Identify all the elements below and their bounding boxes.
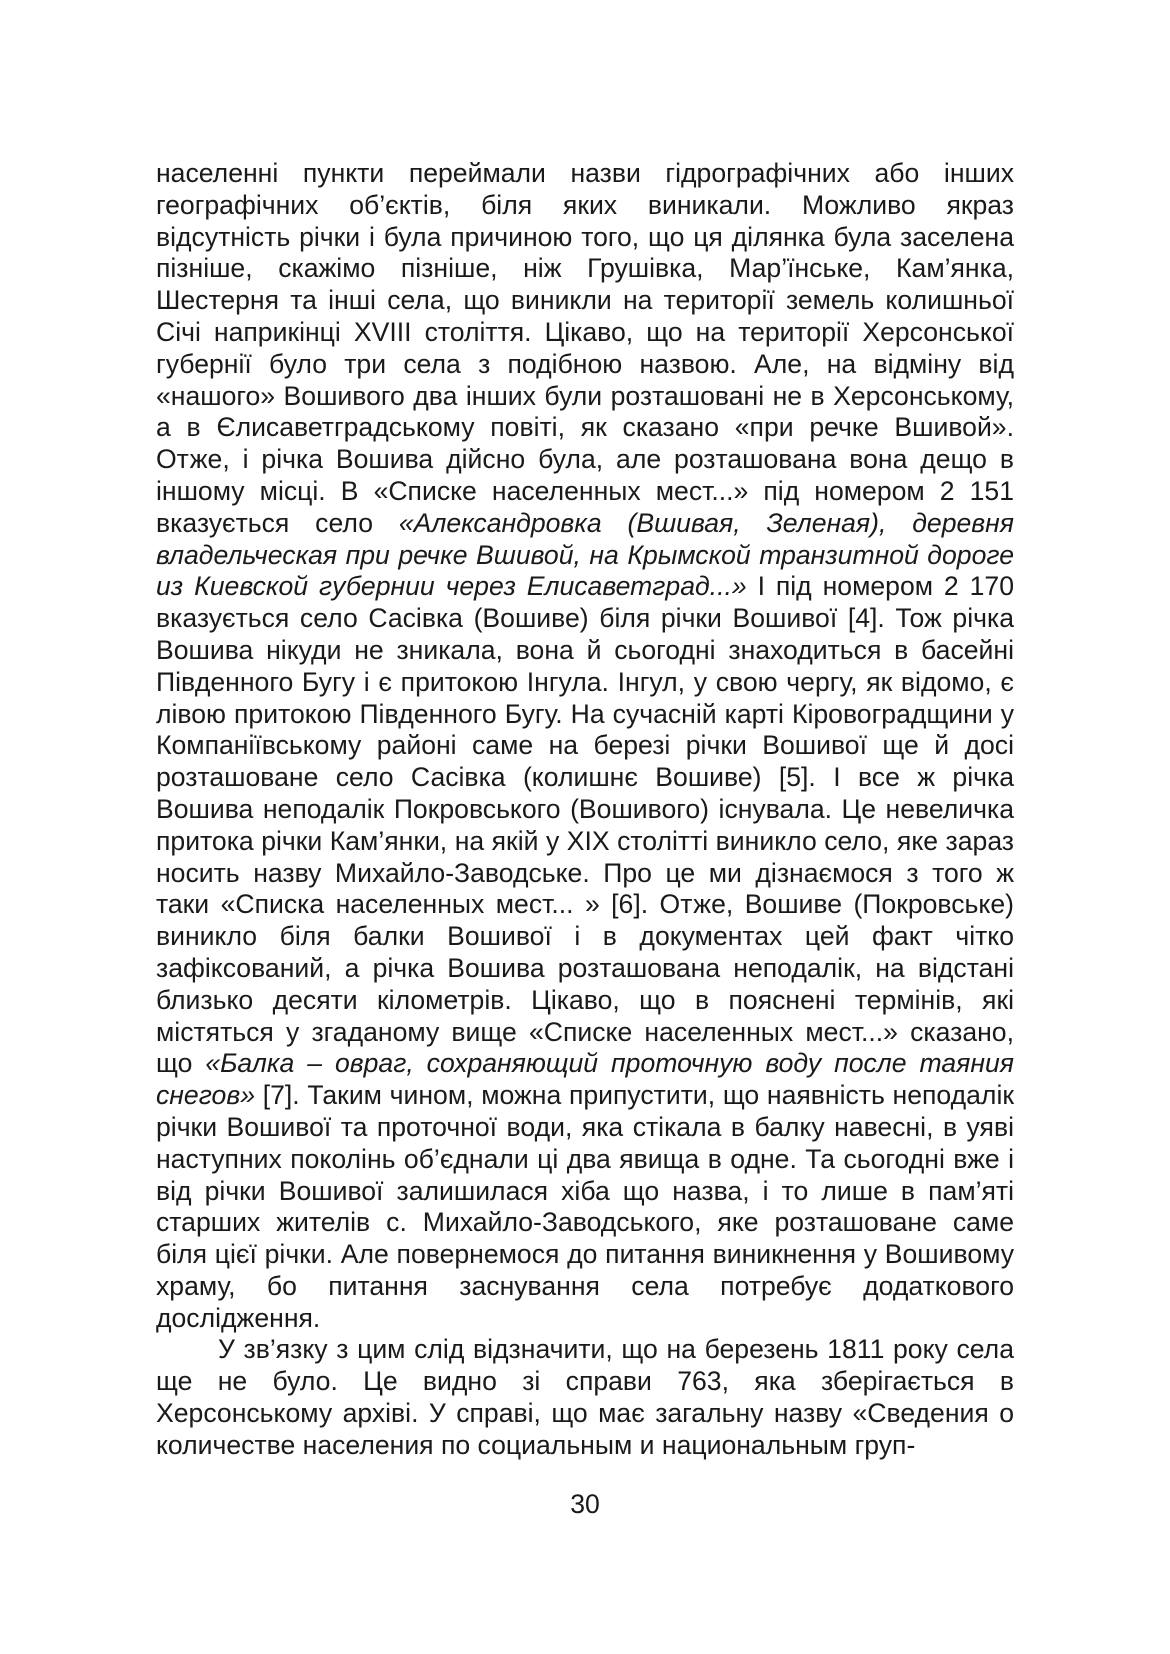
paragraph-run: І під номером 2 170 вказується село Сасівка (Вошиве) біля річки Вошивої [4]. Тож річка Вошива нікуди не зникала, вона й сьогодні знаходиться в басейні Південного Бугу і є притокою Інгула. Інгул, у свою чергу, як відомо, є лівою притокою Південного Бугу. На сучасній карті Кіровоградщини у Компаніївському районі саме на березі річки Вошивої ще й досі розташоване село Сасівка (колишнє Вошиве) [5]. І все ж річка Вошива неподалік Покровського (Вошивого) існувала. Це невеличка притока річки Кам’янки, на якій у XIX столітті виникло село, яке зараз носить назву Михайло-Заводське. Про це ми дізнаємося з того ж таки «Списка населенных мест... » [6]. Отже, Вошиве (Покровське) виникло біля балки Вошивої і в документах цей факт чітко зафіксований, а річка Вошива розташована неподалік, на відстані близько десяти кілометрів. Цікаво, що в пояснені термінів, які містяться у згаданому вище «Списке населенных мест...» сказано, що — [156, 571, 1015, 1079]
paragraph-run: населенні пункти переймали назви гідрографічних або інших географічних об’єктів, біля яких виникали. Можливо якраз відсутність річки і була причиною того, що ця ділянка була заселена пізніше, скажімо пізніше, ніж Грушівка, Мар’їнське, Кам’янка, Шестерня та інші села, що виникли на території земель колишньої Січі наприкінці XVIII століття. Цікаво, що на території Херсонської губернії було три села з подібною назвою. Але, на відміну від «нашого» Вошивого два інших були розташовані не в Херсонському, а в Єлисаветградському повіті, як сказано «при речке Вшивой». Отже, і річка Вошива дійсно була, але розташована вона дещо в іншому місці. В «Списке населенных мест...» під номером 2 151 вказується село — [156, 158, 1014, 538]
page-body — [156, 158, 1014, 1462]
quote-italic-1: «Александровка (Вшивая, Зеленая), деревня владельческая при речке Вшивой, на Крымской транзитной дороге из Киевской губернии через Елисаветград...» — [156, 507, 1015, 602]
paragraph-run: [7]. Таким чином, можна припустити, що наявність неподалік річки Вошивої та проточної води, яка стікала в балку навесні, в уяві наступних поколінь об’єднали ці два явища в одне. Та сьогодні вже і від річки Вошивої залишилася хіба що назва, і то лише в пам’яті старших жителів с. Михайло-Заводського, яке розташоване саме біля цієї річки. Але повернемося до питання виникнення у Вошивому храму, бо питання заснування села потребує додаткового дослідження. — [156, 1080, 1014, 1333]
body-paragraph: У зв’язку з цим слід відзначити, що на березень 1811 року села ще не було. Це видно зі справи 763, яка зберігається в Херсонському архіві. У справі, що має загальну назву «Сведения о количестве населения по социальным и национальным груп- — [156, 1334, 1014, 1460]
quote-italic-2: «Балка – овраг, сохраняющий проточную воду после таяния снегов» — [156, 1048, 1015, 1111]
body-paragraph — [156, 158, 1014, 1334]
page-number: 30 — [570, 1489, 600, 1519]
